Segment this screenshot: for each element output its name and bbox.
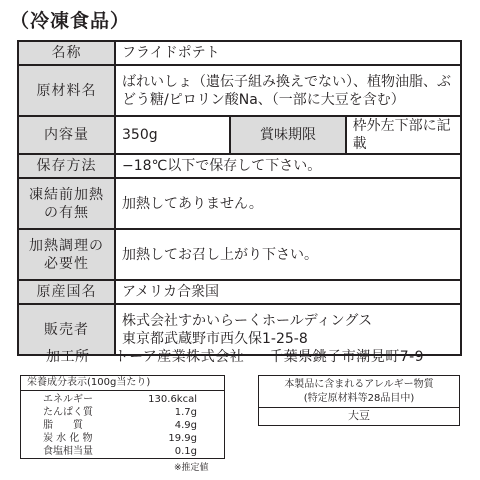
- frozen-heating-label-line-1: 凍結前加熱: [29, 186, 104, 203]
- nutrition-item-value: 19.9g: [168, 433, 197, 444]
- allergy-heading-line-1: 本製品に含まれるアレルギー物質: [284, 379, 434, 390]
- row-frozen-heating: [18, 178, 461, 229]
- name-label: 名称: [18, 41, 115, 65]
- row-origin: [18, 280, 461, 304]
- ingredients-line-1: ばれいしょ（遺伝子組み換えでない）、植物油脂、ぶ: [122, 73, 451, 90]
- cooking-heat-label-line-2: 必要性: [44, 255, 89, 272]
- nutrition-item-name: 脂 質: [43, 420, 83, 431]
- origin-label: 原産国名: [18, 280, 115, 304]
- nutrition-note: ※推定値: [174, 463, 209, 473]
- cooking-heat-label-line-1: 加熱調理の: [29, 237, 104, 254]
- row-cooking-heat: [18, 229, 461, 280]
- volume-label: 内容量: [18, 116, 115, 154]
- nutrition-row: [21, 406, 224, 419]
- cooking-heat-value: 加熱してお召し上がり下さい。: [115, 229, 461, 280]
- nutrition-item-value: 4.9g: [174, 420, 197, 431]
- nutrition-row: [21, 393, 224, 406]
- nutrition-item-value: 130.6kcal: [148, 394, 197, 405]
- allergy-heading: [259, 376, 459, 408]
- row-volume: [18, 116, 461, 154]
- nutrition-item-name: たんぱく質: [43, 407, 93, 418]
- row-ingredients: [18, 65, 461, 116]
- allergy-heading-line-2: (特定原材料等28品目中): [303, 393, 415, 404]
- nutrition-item-value: 1.7g: [174, 407, 197, 418]
- storage-value: −18℃以下で保存して下さい。: [115, 154, 461, 178]
- storage-label: 保存方法: [18, 154, 115, 178]
- nutrition-row: [21, 445, 224, 458]
- expiry-label: 賞味期限: [230, 116, 345, 154]
- processor-address: 千葉県銚子市潮見町7-9: [269, 349, 425, 365]
- processor-line: [46, 346, 444, 366]
- name-value: フライドポテト: [115, 41, 461, 65]
- cooking-heat-label: [18, 229, 115, 280]
- allergy-box: [258, 375, 460, 426]
- frozen-heating-value: 加熱してありません。: [115, 178, 461, 229]
- volume-value: 350g: [115, 116, 230, 154]
- nutrition-box: [20, 375, 225, 459]
- frozen-heating-label: [18, 178, 115, 229]
- nutrition-item-name: 食塩相当量: [43, 446, 93, 457]
- nutrition-title: 栄養成分表示(100g当たり): [21, 376, 224, 391]
- processor-company: トーア産業株式会社: [114, 349, 245, 365]
- nutrition-item-name: エネルギー: [43, 394, 93, 405]
- ingredients-label: 原材料名: [18, 65, 115, 116]
- row-name: [18, 41, 461, 65]
- seller-label: 販売者: [18, 304, 115, 355]
- label-title: （冷凍食品）: [10, 10, 131, 32]
- allergy-value: 大豆: [348, 409, 370, 422]
- ingredients-line-2: どう糖/ピロリン酸Na、（一部に大豆を含む）: [122, 91, 405, 108]
- seller-line-1: 株式会社すかいらーくホールディングス: [122, 312, 373, 329]
- nutrition-row: [21, 419, 224, 432]
- nutrition-item-value: 0.1g: [174, 446, 197, 457]
- nutrition-row: [21, 432, 224, 445]
- ingredients-value: [115, 65, 461, 116]
- food-label-table: [17, 40, 462, 356]
- expiry-value: 枠外左下部に記載: [346, 116, 461, 154]
- frozen-heating-label-line-2: の有無: [44, 204, 89, 221]
- nutrition-item-name: 炭 水 化 物: [43, 433, 93, 444]
- seller-line-2: 東京都武蔵野市西久保1-25-8: [122, 330, 308, 347]
- processor-label: 加工所: [46, 349, 90, 365]
- origin-value: アメリカ合衆国: [115, 280, 461, 304]
- row-storage: [18, 154, 461, 178]
